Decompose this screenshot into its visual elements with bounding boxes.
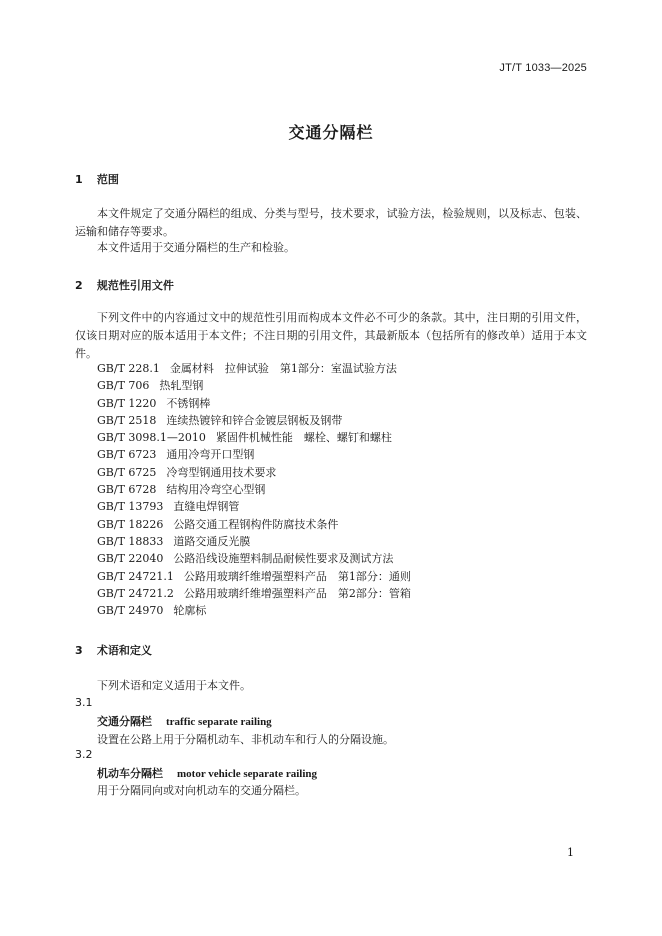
term-number: 3.1 (75, 696, 93, 709)
section-title: 术语和定义 (96, 644, 152, 657)
document-title: 交通分隔栏 (288, 123, 374, 142)
list-item (97, 568, 411, 585)
reference-code: GB/T 6725 (97, 465, 157, 479)
standard-code: JT/T 1033—2025 (499, 62, 587, 74)
term-heading (97, 713, 272, 729)
section-heading-scope (75, 171, 119, 187)
reference-code: GB/T 18833 (97, 534, 164, 548)
list-item (97, 498, 411, 515)
reference-name: 紧固件机械性能 螺栓、螺钉和螺柱 (215, 431, 392, 445)
list-item (97, 395, 411, 412)
reference-name: 不锈钢棒 (166, 396, 211, 410)
reference-name: 公路用玻璃纤维增强塑料产品 第2部分：管箱 (183, 586, 411, 600)
section-number: 1 (75, 173, 83, 186)
section-number: 2 (75, 279, 83, 292)
paragraph: 本文件适用于交通分隔栏的生产和检验。 (97, 241, 295, 254)
paragraph: 下列文件中的内容通过文中的规范性引用而构成本文件必不可少的条款。其中，注日期的引用文件，仅该日期对应的版本适用于本文件；不注日期的引用文件，其最新版本（包括所有的修改单）适用于本文件。 (75, 311, 587, 360)
term-number: 3.2 (75, 748, 93, 761)
list-item (97, 585, 411, 602)
reference-code: GB/T 24721.2 (97, 586, 174, 600)
reference-code: GB/T 6728 (97, 483, 157, 497)
list-item (97, 602, 411, 619)
term-zh: 机动车分隔栏 (97, 767, 163, 780)
reference-code: GB/T 24721.1 (97, 569, 174, 583)
section-heading-normative-refs (75, 277, 174, 293)
term-zh: 交通分隔栏 (97, 715, 152, 728)
reference-code: GB/T 13793 (97, 500, 164, 514)
term-en: traffic separate railing (166, 716, 272, 728)
list-item (97, 550, 411, 567)
list-item (97, 412, 411, 429)
paragraph: 下列术语和定义适用于本文件。 (97, 679, 251, 692)
term-en: motor vehicle separate railing (177, 768, 318, 780)
reference-code: GB/T 706 (97, 379, 150, 393)
reference-name: 冷弯型钢通用技术要求 (166, 465, 277, 479)
reference-list (97, 360, 411, 619)
reference-code: GB/T 6723 (97, 448, 157, 462)
reference-code: GB/T 18226 (97, 517, 164, 531)
reference-name: 结构用冷弯空心型钢 (166, 483, 266, 497)
reference-name: 热轧型钢 (159, 379, 204, 393)
reference-name: 公路交通工程钢构件防腐技术条件 (173, 517, 339, 531)
list-item (97, 429, 411, 446)
term-definition: 用于分隔同向或对向机动车的交通分隔栏。 (97, 784, 306, 797)
reference-name: 连续热镀锌和锌合金镀层钢板及钢带 (166, 413, 343, 427)
term-definition: 设置在公路上用于分隔机动车、非机动车和行人的分隔设施。 (97, 733, 394, 746)
section-title: 规范性引用文件 (96, 279, 174, 292)
reference-name: 通用冷弯开口型钢 (166, 448, 255, 462)
page-number: 1 (567, 846, 574, 859)
reference-name: 金属材料 拉伸试验 第1部分：室温试验方法 (169, 362, 397, 375)
reference-name: 公路沿线设施塑料制品耐候性要求及测试方法 (173, 552, 394, 566)
list-item (97, 516, 411, 533)
list-item (97, 481, 411, 498)
section-title: 范围 (96, 173, 119, 186)
reference-code: GB/T 2518 (97, 413, 157, 427)
reference-code: GB/T 22040 (97, 552, 164, 566)
section-number: 3 (75, 644, 83, 657)
paragraph: 本文件规定了交通分隔栏的组成、分类与型号，技术要求，试验方法，检验规则，以及标志、包装、运输和储存等要求。 (75, 207, 587, 238)
reference-name: 直缝电焊钢管 (173, 500, 240, 514)
list-item (97, 533, 411, 550)
reference-code: GB/T 1220 (97, 396, 157, 410)
reference-code: GB/T 3098.1—2010 (97, 431, 206, 445)
reference-name: 公路用玻璃纤维增强塑料产品 第1部分：通则 (183, 569, 411, 583)
reference-name: 道路交通反光膜 (173, 534, 251, 548)
term-heading (97, 765, 317, 781)
list-item (97, 360, 411, 377)
section-heading-terms (75, 642, 152, 658)
list-item (97, 446, 411, 463)
reference-name: 轮廓标 (173, 604, 207, 618)
list-item (97, 377, 411, 394)
reference-code: GB/T 24970 (97, 604, 164, 618)
list-item (97, 464, 411, 481)
reference-code: GB/T 228.1 (97, 362, 160, 375)
